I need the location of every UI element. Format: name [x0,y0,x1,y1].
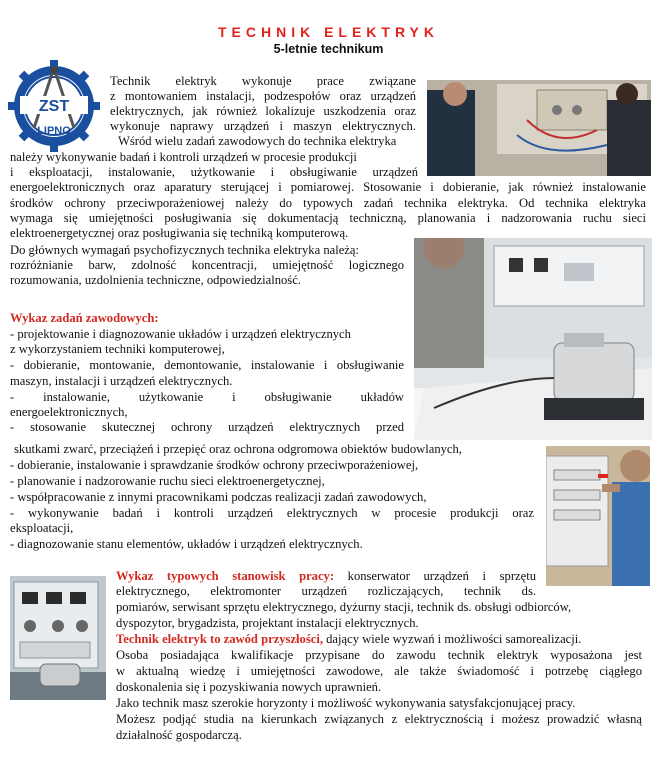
positions-heading: Wykaz typowych stanowisk pracy: [116,569,335,583]
photo-switchboard [546,446,650,586]
logo-text-top: ZST [38,98,70,115]
intro-line: energoelektronicznych oraz aparatury sterującej i pomiarowej. Stosowanie i dobieranie, jak również instalowanie [10,180,646,194]
intro-line: wymaga się umiejętności posługiwania się dokumentacją techniczną, planowania i nadzorowania ruchu sieci [10,211,646,225]
page-subtitle: 5-letnie technikum [273,42,384,56]
future-first-line [116,632,581,647]
future-text: działalność gospodarczą. [116,728,242,742]
task-item: - współpracowanie z innymi pracownikami podczas realizacji zadań zawodowych, [10,490,427,504]
positions-text: pomiarów, serwisant sprzętu elektrycznego, dyżurny stacji, technik ds. obsługi odbiorców, [116,600,572,614]
task-item: - wykonywanie badań i kontroli urządzeń elektrycznych w procesie produkcji oraz [10,506,534,520]
future-text: doskonalenia się i pozyskiwania nowych uprawnień. [116,680,382,694]
intro-line: Technik elektryk wykonuje prace związane [110,74,416,88]
task-item: - instalowanie, użytkowanie i obsługiwanie układów [10,390,404,404]
task-item: - projektowanie i diagnozowanie układów i urządzeń elektrycznych [10,327,351,341]
intro-line: i eksploatacji, instalowanie, użytkowanie i obsługiwanie urządzeń [10,165,418,179]
future-heading: Technik elektryk to zawód przyszłości, [116,632,323,646]
photo-motor-bench [414,238,652,440]
positions-text: konserwator urządzeń i sprzętu [334,569,536,583]
intro-line: rozróżnianie barw, zdolność koncentracji, umiejętność logicznego [10,258,404,272]
intro-line: z montowaniem instalacji, podzespołów oraz urządzeń [110,89,416,103]
intro-line: Do głównych wymagań psychofizycznych technika elektryka należą: [10,243,359,257]
future-text: w aktualną wiedzę i umiejętności zawodowe, ale także świadomość i potrzebę ciągłego [116,664,642,678]
photo-lab-panel [10,576,106,700]
intro-line: rozumowania, uzdolnienia techniczne, odpowiedzialność. [10,273,301,287]
future-text: Możesz podjąć studia na kierunkach związanych z elektrycznością i możesz prowadzić własną [116,712,642,726]
intro-line: wykonuje naprawy urządzeń i maszyn elektrycznych. [110,119,416,133]
intro-line: Wśród wielu zadań zawodowych do technika elektryka [118,134,397,148]
intro-line: elektroenergetycznej oraz posługiwania się techniką komputerową. [10,226,349,240]
task-item: - dobieranie, montowanie, demontowanie, instalowanie i obsługiwanie [10,358,404,372]
task-item: - diagnozowanie stanu elementów, układów i urządzeń elektrycznych. [10,537,363,551]
task-item: - planowanie i nadzorowanie ruchu sieci elektroenergetycznej, [10,474,325,488]
task-item: skutkami zwarć, przeciążeń i przepięć oraz ochrona odgromowa obiektów budowlanych, [14,442,462,456]
task-item: energoelektronicznych, [10,405,128,419]
future-text: Jako technik masz szerokie horyzonty i możliwość wykonywania satysfakcjonującej pracy. [116,696,576,710]
future-text: dający wiele wyzwań i możliwości samorealizacji. [322,632,582,646]
future-text: Osoba posiadająca kwalifikacje przypisane do zawodu technik elektryk wyposażona jest [116,648,642,662]
intro-line: należy wykonywanie badań i kontroli urządzeń w procesie produkcji [10,150,357,164]
positions-text: dyspozytor, brygadzista, projektant instalacji elektrycznych. [116,616,419,630]
tasks-heading: Wykaz zadań zawodowych: [10,311,159,325]
positions-text: elektrycznego, elektromonter urządzeń rozliczających, technik ds. [116,584,536,598]
positions-first-line [116,569,536,584]
task-item: - stosowanie skutecznej ochrony urządzeń elektrycznych przed [10,420,404,434]
task-item: z wykorzystaniem techniki komputerowej, [10,342,225,356]
intro-line: środków ochrony przeciwporażeniowej należy do typowych zadań technika elektryka. Od technika elektryka [10,196,646,210]
task-item: eksploatacji, [10,521,74,535]
task-item: maszyn, instalacji i urządzeń elektrycznych. [10,374,233,388]
task-item: - dobieranie, instalowanie i sprawdzanie środków ochrony przeciwporażeniowej, [10,458,419,472]
photo-students-panel [427,80,651,176]
intro-line: elektrycznych, jak również lokalizuje uszkodzenia oraz [110,104,416,118]
page-title: TECHNIK ELEKTRYK [217,24,440,40]
school-logo [6,58,102,154]
logo-text-bottom: LIPNO [37,125,71,137]
